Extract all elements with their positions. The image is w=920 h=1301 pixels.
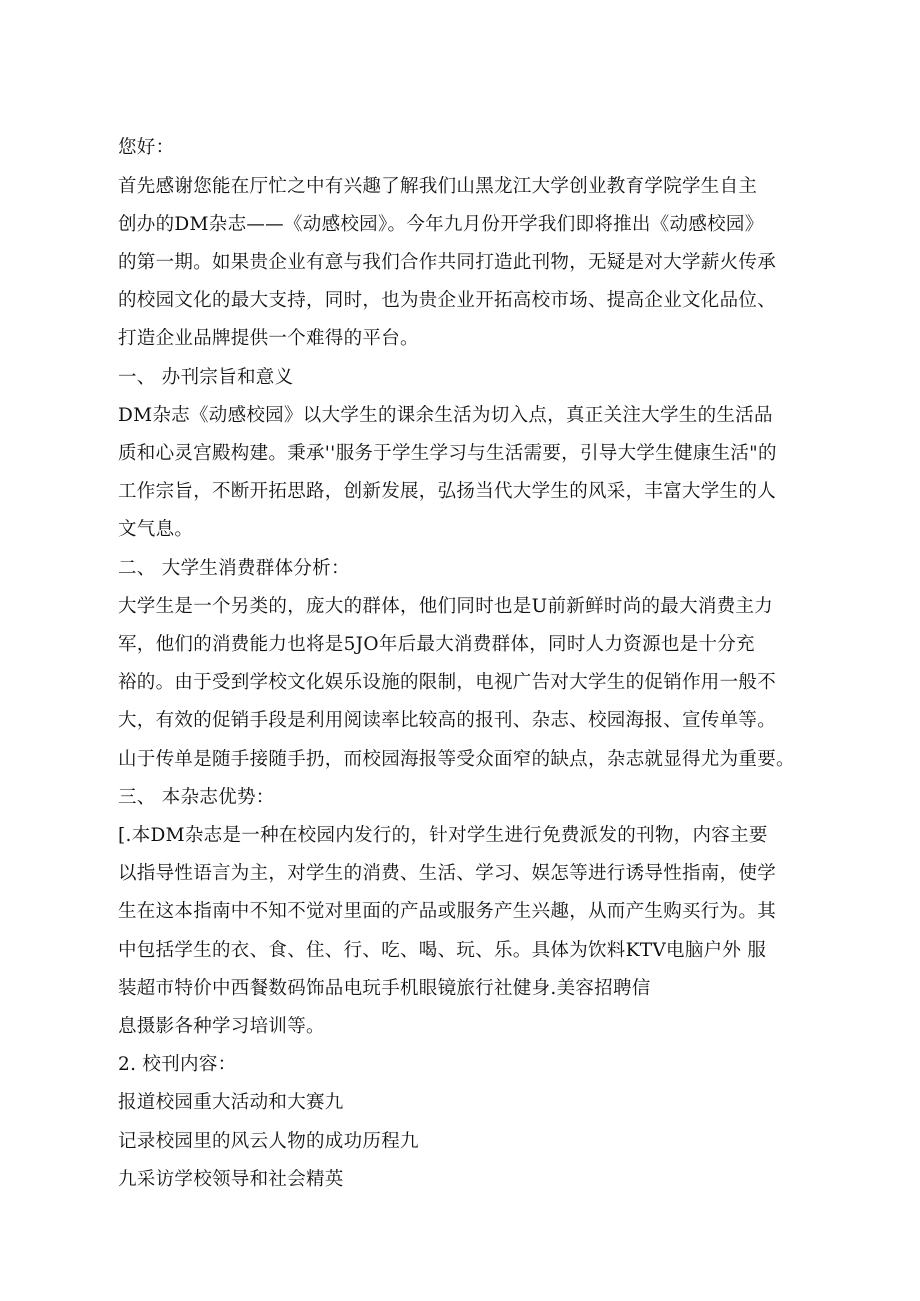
section2-line-2: 军，他们的消费能力也将是5JO年后最大消费群体，同时人力资源也是十分充 xyxy=(118,634,755,655)
intro-line-5: 打造企业品牌提供一个难得的平台。 xyxy=(118,328,419,349)
section1-line-2: 质和心灵宫殿构建。秉承''服务于学生学习与生活需要，引导大学生健康生活"的 xyxy=(118,443,777,464)
section-heading-3: 三、 本杂志优势： xyxy=(118,787,275,808)
section1-line-3: 工作宗旨，不断开拓思路，创新发展，弘扬当代大学生的风采，丰富大学生的人 xyxy=(118,481,777,502)
section2-line-1: 大学生是一个另类的，庞大的群体，他们同时也是U前新鲜时尚的最大消费主力 xyxy=(118,596,774,617)
intro-line-1: 首先感谢您能在厅忙之中有兴趣了解我们山黑龙江大学创业教育学院学生自主 xyxy=(118,176,758,197)
section1-line-4: 文气息。 xyxy=(118,519,194,540)
content-item-3: 九采访学校领导和社会精英 xyxy=(118,1169,344,1190)
section3-line-2: 以指导性语言为主，对学生的消费、生活、学习、娱怎等进行诱导性指南，使学 xyxy=(118,863,777,884)
intro-line-2: 创办的DM杂志——《动感校园》。今年九月份开学我们即将推出《动感校园》 xyxy=(118,214,764,235)
section2-line-3: 裕的。由于受到学校文化娱乐设施的限制，电视广告对大学生的促销作用一般不 xyxy=(118,672,777,693)
content-item-2: 记录校园里的风云人物的成功历程九 xyxy=(118,1131,419,1152)
section3-line-1: [.本DM杂志是一种在校园内发行的，针对学生进行免费派发的刊物，内容主要 xyxy=(118,825,768,846)
section3-line-3: 生在这本指南中不知不觉对里面的产品或服务产生兴趣，从而产生购买行为。其 xyxy=(118,901,777,922)
section1-line-1: DM杂志《动感校园》以大学生的课余生活为切入点，真正关注大学生的生活品 xyxy=(118,405,773,426)
section2-line-4: 大，有效的促销手段是利用阅读率比较高的报刊、杂志、校园海报、宣传单等。 xyxy=(118,710,777,731)
content-item-1: 报道校园重大活动和大赛九 xyxy=(118,1092,344,1113)
section3-line-6: 息摄影各种学习培训等。 xyxy=(118,1016,325,1037)
section2-line-5: 山于传单是随手接随手扔，而校园海报等受众面窄的缺点，杂志就显得尤为重要。 xyxy=(118,749,795,770)
section-heading-1: 一、 办刊宗旨和意义 xyxy=(118,367,294,388)
section-heading-2: 二、 大学生消费群体分析： xyxy=(118,558,350,579)
greeting: 您好： xyxy=(118,137,175,158)
intro-line-3: 的第一期。如果贵企业有意与我们合作共同打造此刊物，无疑是对大学薪火传承 xyxy=(118,252,777,273)
section3-line-5: 装超市特价中西餐数码饰品电玩手机眼镜旅行社健身.美容招聘信 xyxy=(118,978,651,999)
content-heading: 2. 校刊内容： xyxy=(118,1054,237,1075)
intro-line-4: 的校园文化的最大支持，同时，也为贵企业开拓高校市场、提高企业文化品位、 xyxy=(118,290,777,311)
section3-line-4: 中包括学生的衣、食、住、行、吃、喝、玩、乐。具体为饮料KTV电脑户外 服 xyxy=(118,940,767,961)
